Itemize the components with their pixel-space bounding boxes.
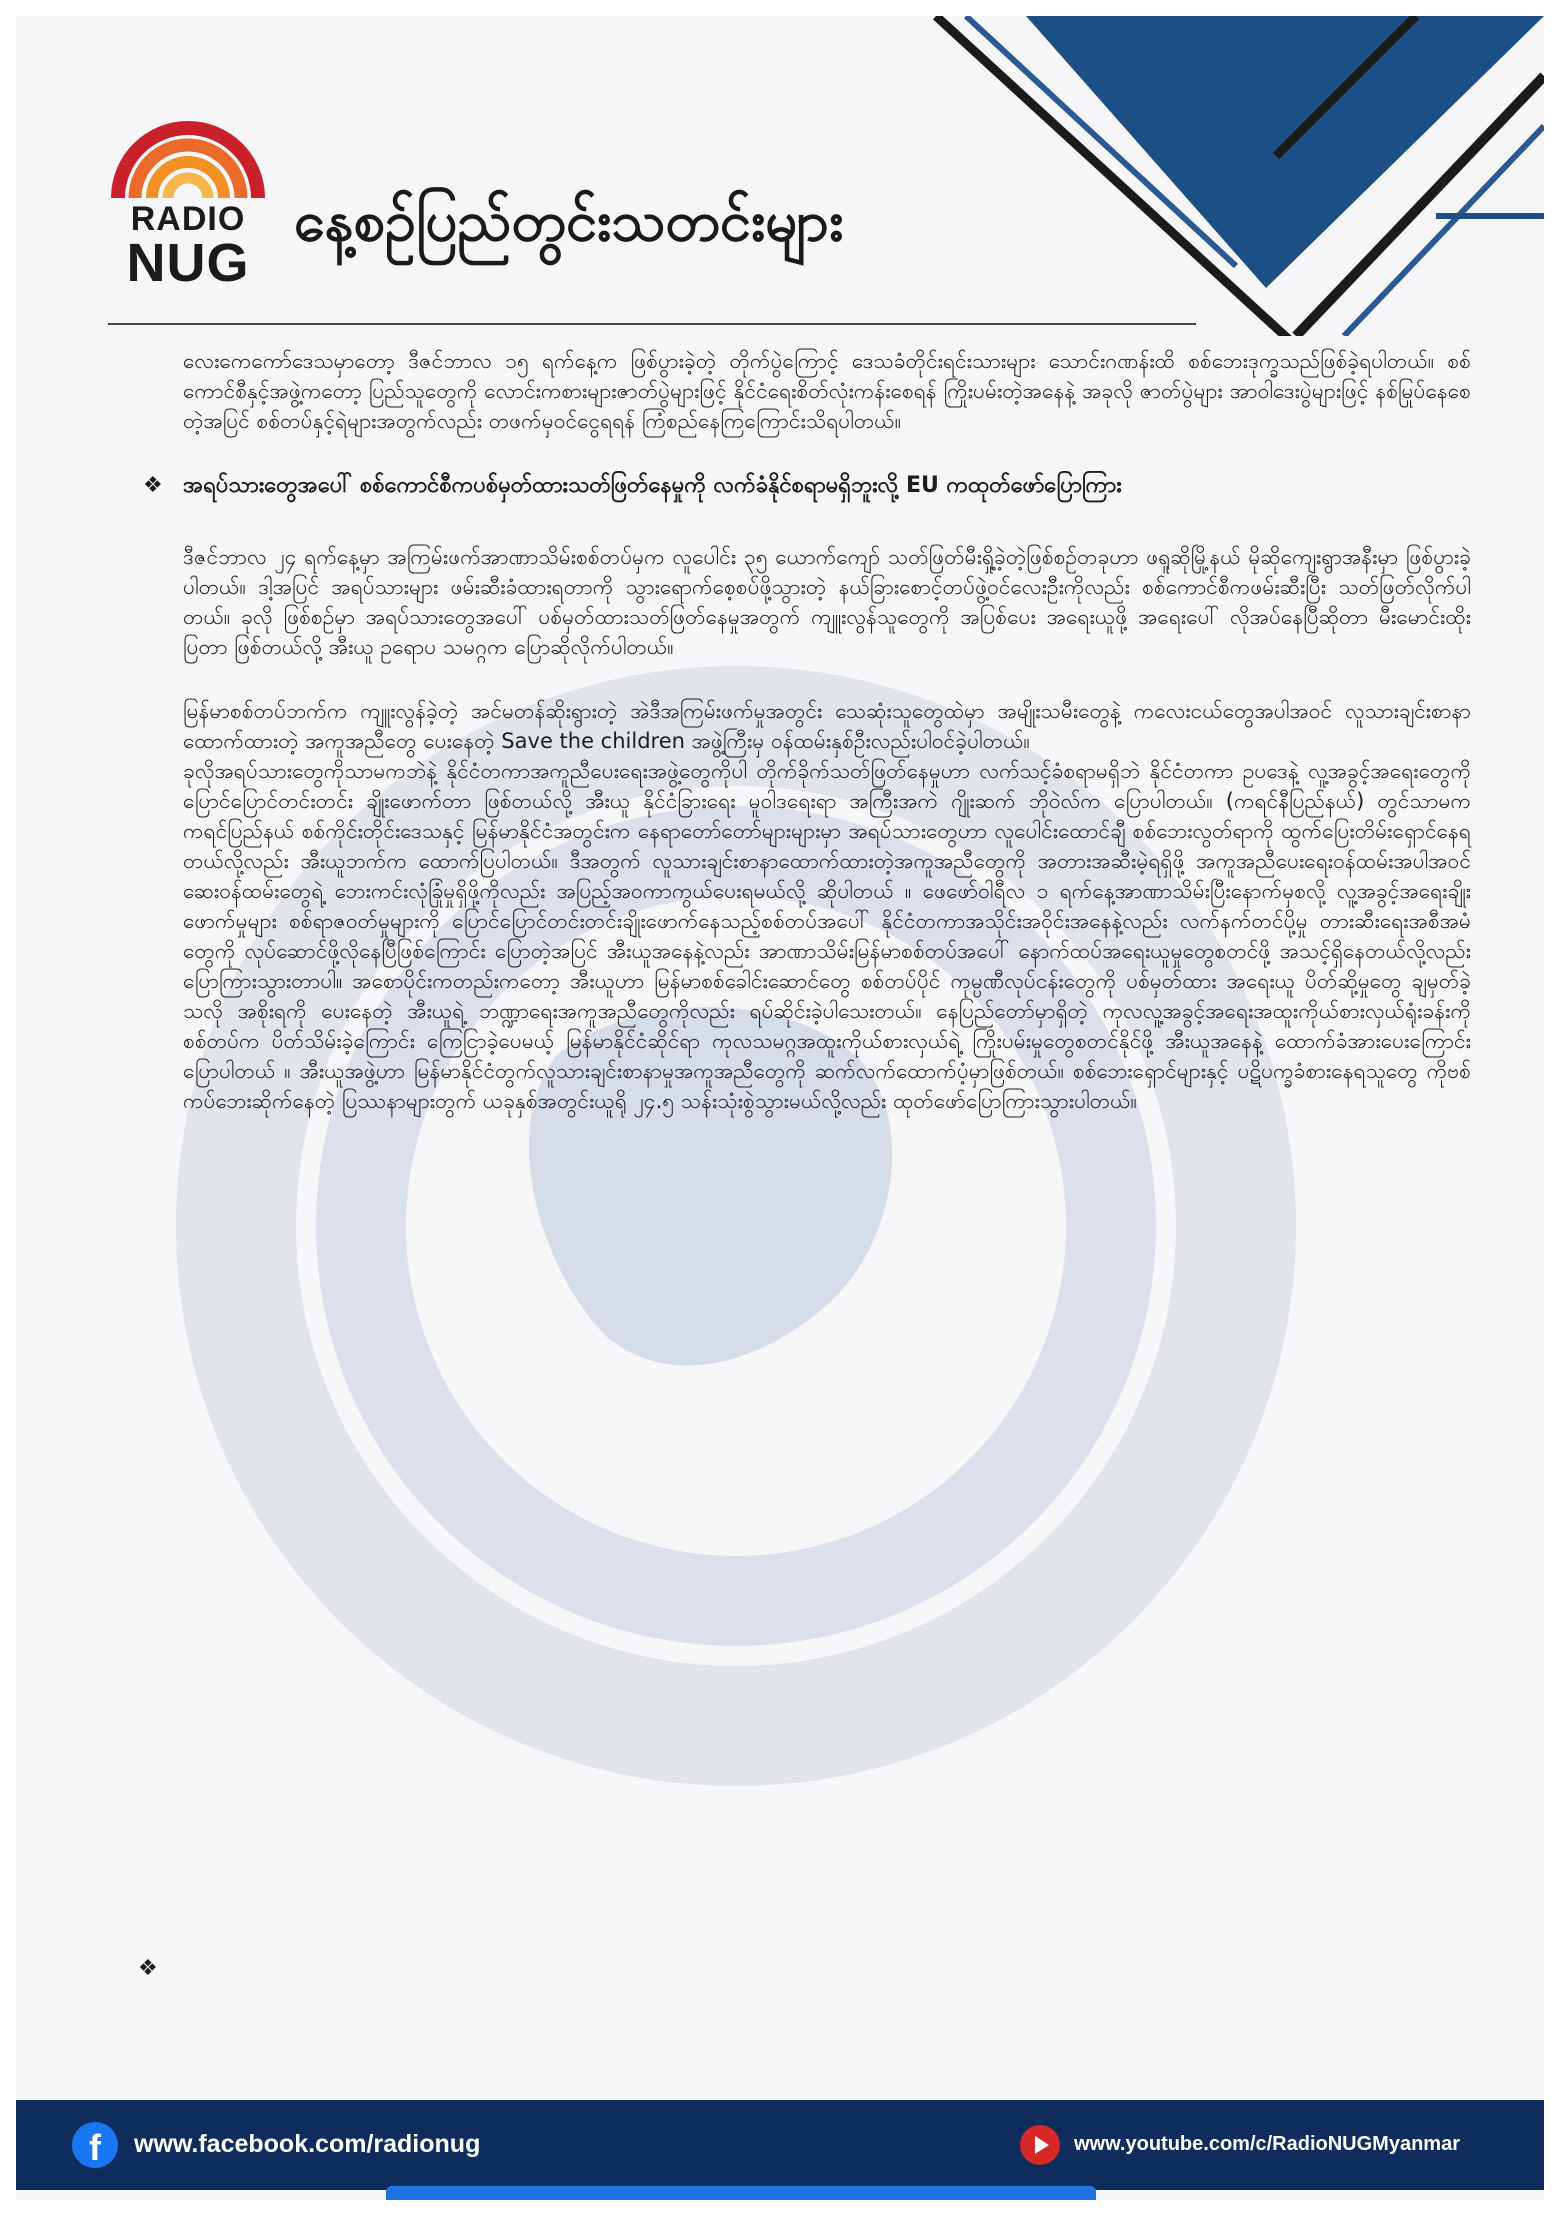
paragraph-2: ဒီဇင်ဘာလ ၂၄ ရက်နေ့မှာ အကြမ်းဖက်အာဏာသိမ်းစစ်တပ်မှက လူပေါင်း ၃၅ ယောက်ကျော် သတ်ဖြတ်မီးရှို့ခဲ့တဲ့ဖြစ်စဉ်တခုဟာ ဖရူဆိုမြို့နယ် မိုဆိုကျေးရွာအနီးမှာ ဖြစ်ပွားခဲ့ပါတယ်။ ဒါ့အပြင် အရပ်သားများ ဖမ်းဆီးခံထားရတာကို သွားရောက်စေ့စပ်ဖို့သွားတဲ့ နယ်ခြားစောင့်တပ်ဖွဲ့ဝင်လေးဦးကိုလည်း စစ်ကောင်စီကဖမ်းဆီးပြီး သတ်ဖြတ်လိုက်ပါတယ်။ ခုလို ဖြစ်စဉ်မှာ အရပ်သားတွေအပေါ် ပစ်မှတ်ထားသတ်ဖြတ်နေမှုအတွက် ကျူးလွန်သူတွေကို အပြစ်ပေး အရေးယူဖို့ အရေးပေါ် လိုအပ်နေပြီဆိုတာ မီးမောင်းထိုးပြတာ ဖြစ်တယ်လို့ အီးယူ ဥရောပ သမဂ္ဂက ပြောဆိုလိုက်ပါတယ်။: [183, 545, 1471, 659]
section-heading-text: အရပ်သားတွေအပေါ် စစ်ကောင်စီကပစ်မှတ်ထားသတ်ဖြတ်နေမှုကို လက်ခံနိုင်စရာမရှိဘူးလို့ EU ကထုတ်ဖော်ပြောကြား: [183, 473, 1122, 498]
radio-waves-icon: [108, 112, 268, 202]
header-decoration: [876, 16, 1544, 336]
youtube-icon[interactable]: [1020, 2125, 1060, 2165]
logo-nug-text: NUG: [126, 233, 250, 293]
article-body: [143, 346, 1471, 1116]
paragraph-1: လေးကေကော်ဒေသမှာတော့ ဒီဇင်ဘာလ ၁၅ ရက်နေ့က ဖြစ်ပွားခဲ့တဲ့ တိုက်ပွဲကြောင့် ဒေသခံတိုင်းရင်းသားများ သောင်းဂဏန်းထိ စစ်ဘေးဒုက္ခသည်ဖြစ်ခဲ့ရပါတယ်။ စစ်ကောင်စီနှင့်အဖွဲ့ကတော့ ပြည်သူတွေကို လောင်းကစားများဇာတ်ပွဲများဖြင့် နိုင်ငံရေးစိတ်လုံးကန်းစေရန် ကြိုးပမ်းတဲ့အနေနဲ့ အခုလို ဇာတ်ပွဲများ အာဝါဒေးပွဲများဖြင့် နစ်မြုပ်နေစေတဲ့အပြင် စစ်တပ်နှင့်ရဲများအတွက်လည်း တဖက်မှဝင်ငွေရရန် ကြံစည်နေကြကြောင်းသိရပါတယ်။: [183, 349, 1471, 433]
page-title: နေ့စဉ်ပြည်တွင်းသတင်းများ: [294, 189, 844, 254]
facebook-link[interactable]: www.facebook.com/radionug: [134, 2130, 481, 2158]
paragraph-3: မြန်မာစစ်တပ်ဘက်က ကျူးလွန်ခဲ့တဲ့ အင်မတန်ဆိုးရွားတဲ့ အဲဒီအကြမ်းဖက်မှုအတွင်း သေဆုံးသူတွေထဲမှာ အမျိုးသမီးတွေနဲ့ ကလေးငယ်တွေအပါအဝင် လူသားချင်းစာနာထောက်ထားတဲ့ အကူအညီတွေ ပေးနေတဲ့ Save the children အဖွဲ့ကြီးမှ ဝန်ထမ်းနှစ်ဦးလည်းပါဝင်ခဲ့ပါတယ်။: [183, 699, 1471, 753]
logo-wordmark: [108, 200, 268, 293]
header-divider: [108, 323, 1196, 325]
section-heading: [143, 470, 1471, 502]
facebook-icon[interactable]: f: [72, 2122, 118, 2168]
logo-radio-text: RADIO: [130, 200, 246, 238]
paragraph-4: ခုလိုအရပ်သားတွေကိုသာမကဘဲနဲ့ နိုင်ငံတကာအကူညီပေးရေးအဖွဲ့တွေကိုပါ တိုက်ခိုက်သတ်ဖြတ်နေမှုဟာ လက်သင့်ခံစရာမရှိဘဲ နိုင်ငံတကာ ဥပဒေနဲ့ လူ့အခွင့်အရေးတွေကို ပြောင်ပြောင်တင်းတင်း ချိုးဖောက်တာ ဖြစ်တယ်လို့ အီးယူ နိုင်ငံခြားရေး မူဝါဒရေးရာ အကြီးအကဲ ဂျိုးဆက် ဘိုဝဲလ်က ပြောပါတယ်။ (ကရင်နီပြည်နယ်) တွင်သာမက ကရင်ပြည်နယ် စစ်ကိုင်းတိုင်းဒေသနှင့် မြန်မာနိုင်ငံအတွင်းက နေရာတော်တော်များများမှာ အရပ်သားတွေဟာ လူပေါင်းထောင်ချီ စစ်ဘေးလွတ်ရာကို ထွက်ပြေးတိမ်းရှောင်နေရတယ်လို့လည်း အီးယူဘက်က ထောက်ပြပါတယ်။ ဒီအတွက် လူသားချင်းစာနာထောက်ထားတဲ့အကူအညီတွေကို အတားအဆီးမဲ့ရရှိဖို့ အကူအညီပေးရေးဝန်ထမ်းအပါအဝင် ဆေးဝန်ထမ်းတွေရဲ့ ဘေးကင်းလုံခြုံမှုရှိဖို့ကိုလည်း အပြည့်အဝကာကွယ်ပေးရမယ်လို့ ဆိုပါတယ် ။ ဖေဖော်ဝါရီလ ၁ ရက်နေ့အာဏာသိမ်းပြီးနောက်မှစလို့ လူ့အခွင့်အရေးချိုးဖောက်မှုများ စစ်ရာဇဝတ်မှုများကို ပြောင်ပြောင်တင်းတင်းချိုးဖောက်နေသည့်စစ်တပ်အပေါ် နိုင်ငံတကာအသိုင်းအဝိုင်းအနေနဲ့လည်း လက်နက်တင်ပို့မှု တားဆီးရေးအစီအမံတွေကို လုပ်ဆောင်ဖို့လိုနေပြီဖြစ်ကြောင်း ပြောတဲ့အပြင် အီးယူအနေနဲ့လည်း အာဏာသိမ်းမြန်မာစစ်တပ်အပေါ် နောက်ထပ်အရေးယူမှုတွေစတင်ဖို့ အသင့်ရှိနေတယ်လို့လည်း ပြောကြားသွားတာပါ။ အစောပိုင်းကတည်းကတော့ အီးယူဟာ မြန်မာစစ်ခေါင်းဆောင်တွေ စစ်တပ်ပိုင် ကုမ္ပဏီလုပ်ငန်းတွေကို ပစ်မှတ်ထား အရေးယူ ပိတ်ဆို့မှုတွေ ချမှတ်ခဲ့သလို အစိုးရကို ပေးနေတဲ့ အီးယူရဲ့ ဘဏ္ဍာရေးအကူအညီတွေကိုလည်း ရပ်ဆိုင်းခဲ့ပါသေးတယ်။ နေပြည်တော်မှာရှိတဲ့ ကုလလူ့အခွင့်အရေးအထူးကိုယ်စားလှယ်ရုံးခန်းကို စစ်တပ်က ပိတ်သိမ်းခဲ့ကြောင်း ကြေငြာခဲ့ပေမယ့် မြန်မာနိုင်ငံဆိုင်ရာ ကုလသမဂ္ဂအထူးကိုယ်စားလှယ်ရဲ့ ကြိုးပမ်းမှုတွေစတင်နိုင်ဖို့ အီးယူအနေနဲ့ ထောက်ခံအားပေးကြောင်း ပြောပါတယ် ။ အီးယူအဖွဲ့ဟာ မြန်မာနိုင်ငံတွက်လူသားချင်းစာနာမှုအကူအညီတွေကို ဆက်လက်ထောက်ပံ့မှာဖြစ်တယ်။ စစ်ဘေးရှောင်များနှင့် ပဋိပက္ခခံစားနေရသူတွေ ကိုဗစ်ကပ်ဘေးဆိုက်နေတဲ့ ပြဿနာများတွက် ယခုနှစ်အတွင်းယူရို ၂၄.၅ သန်းသုံးစွဲသွားမယ်လို့လည်း ထုတ်ဖော်ပြောကြားသွားပါတယ်။: [183, 759, 1471, 1113]
radio-nug-logo: [108, 112, 268, 302]
youtube-link[interactable]: www.youtube.com/c/RadioNUGMyanmar: [1074, 2133, 1460, 2155]
footer-accent-bar: [386, 2186, 1096, 2200]
page: [16, 16, 1544, 2200]
end-diamond-bullet-icon: ❖: [138, 1956, 158, 1981]
footer: [16, 2100, 1544, 2190]
diamond-bullet-icon: ❖: [143, 473, 163, 498]
